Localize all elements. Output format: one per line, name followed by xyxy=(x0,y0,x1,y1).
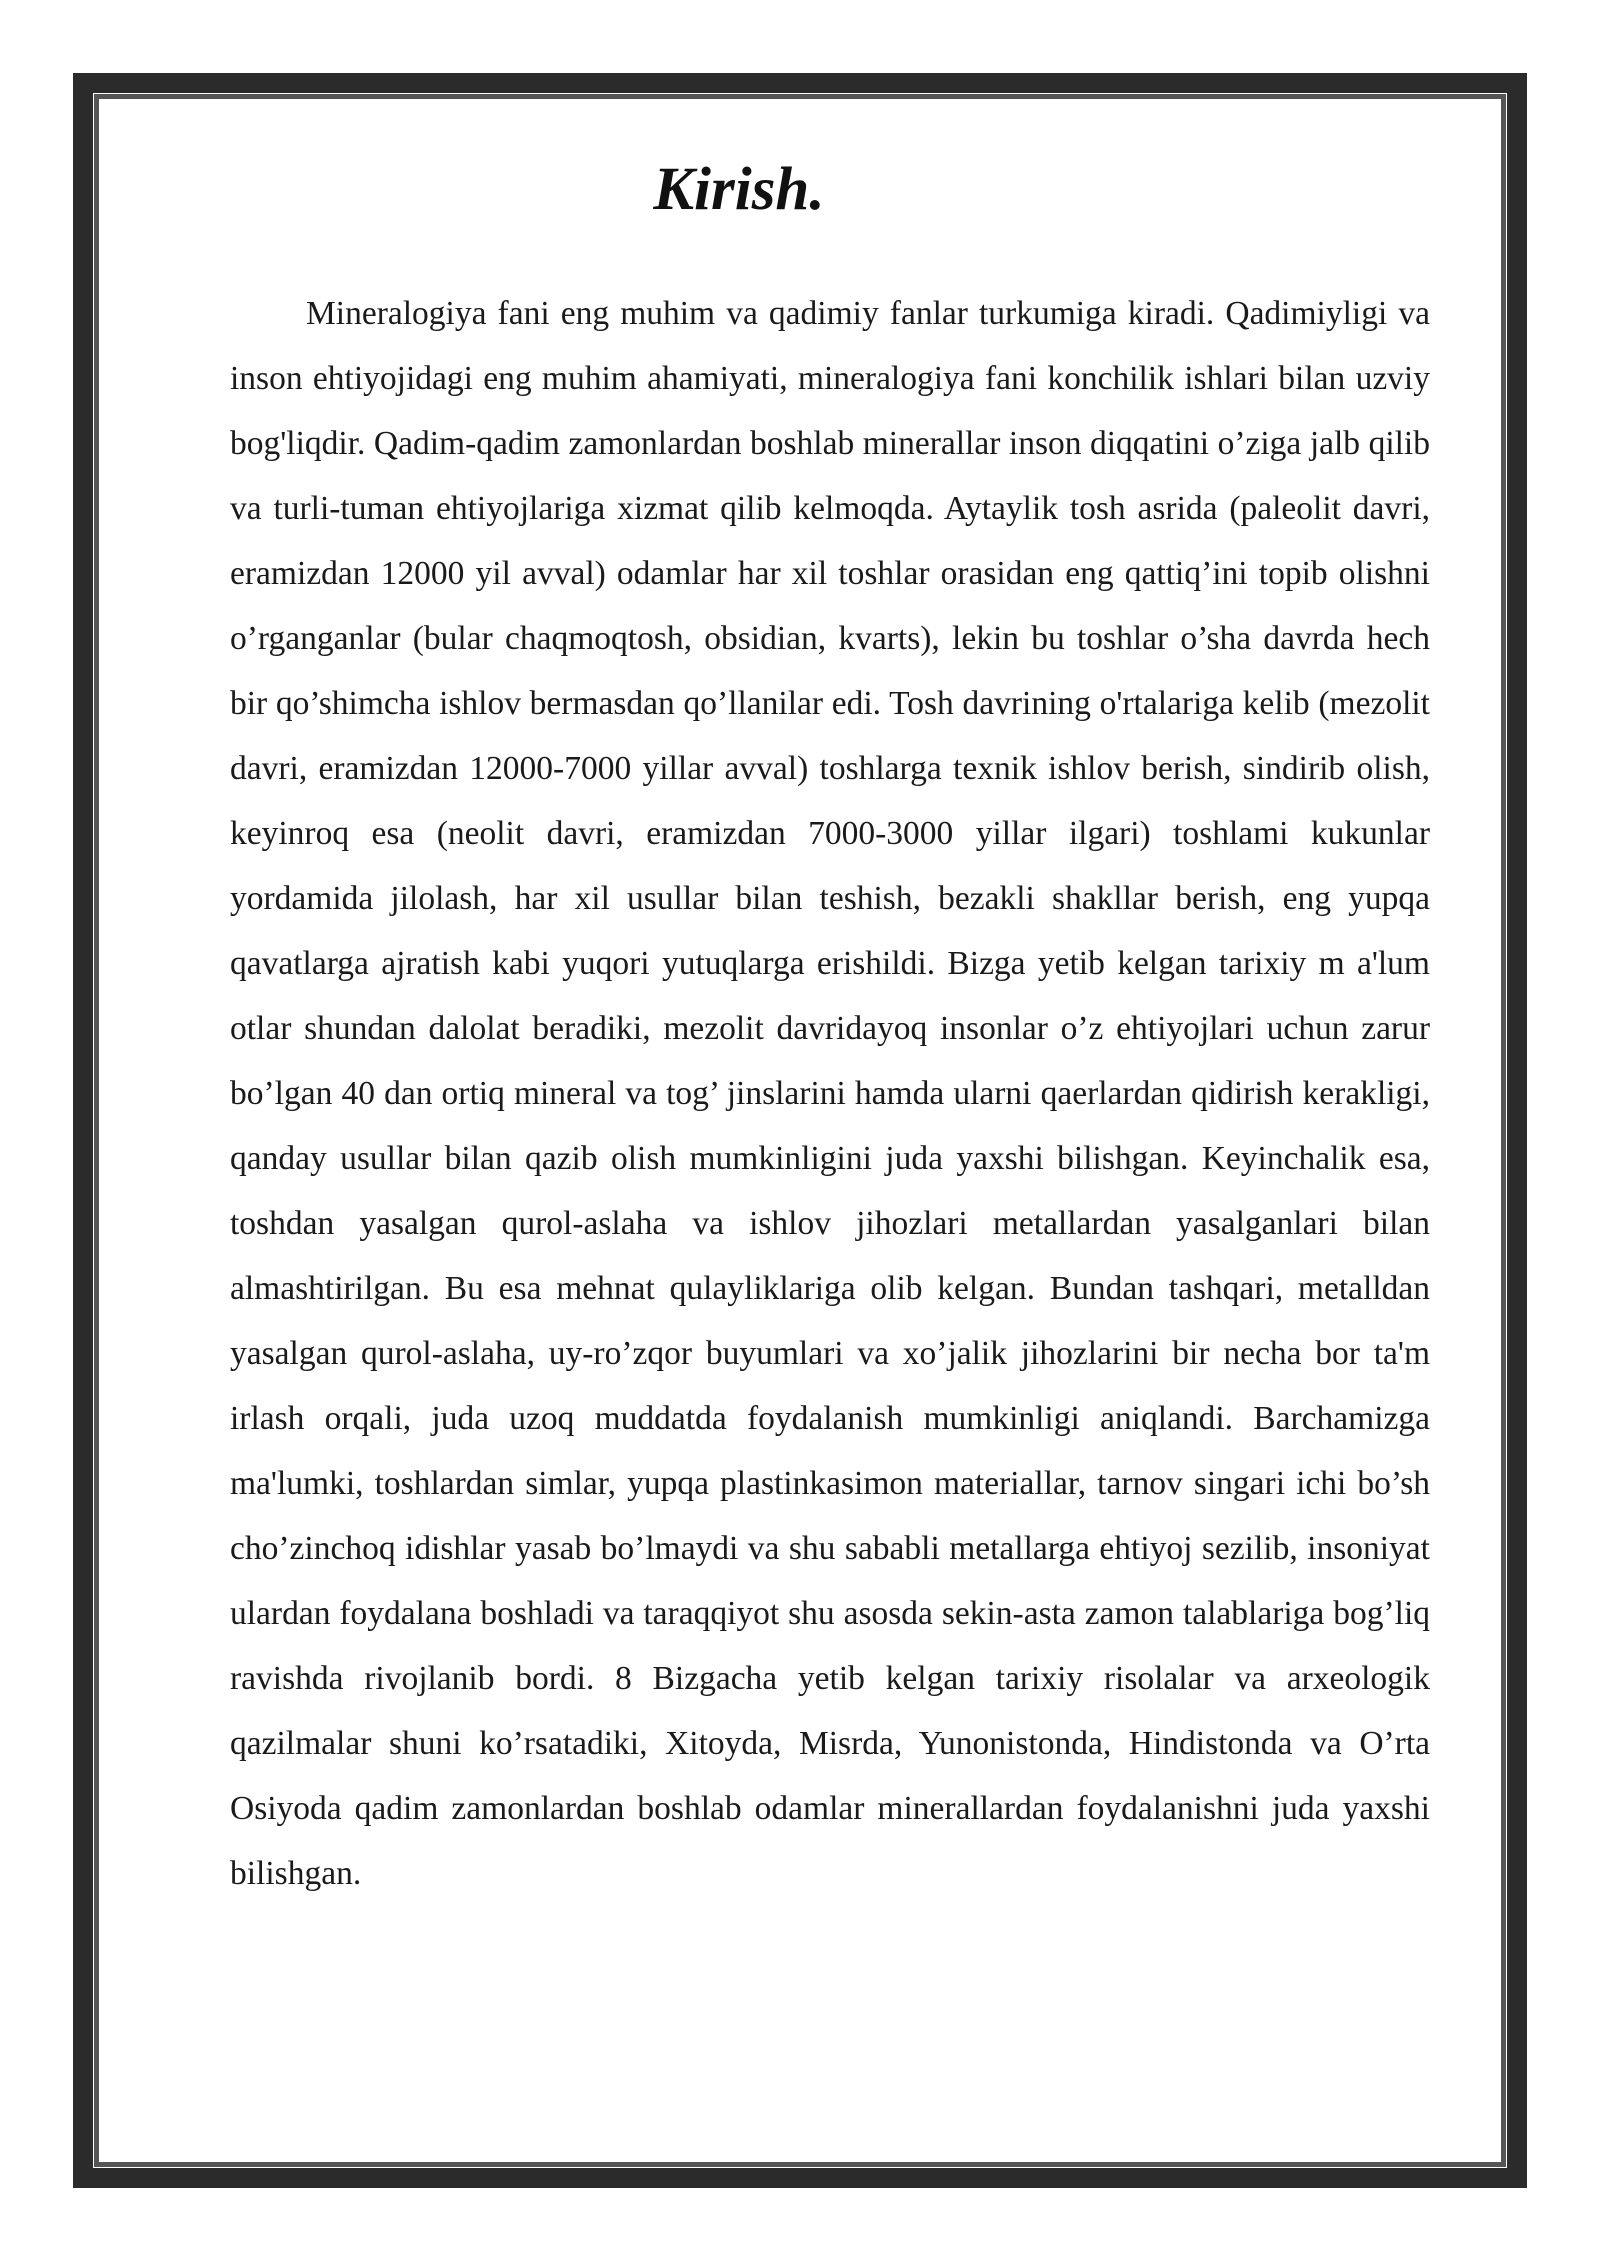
page-title: Kirish. xyxy=(653,156,825,223)
body-paragraph: Mineralogiya fani eng muhim va qadimiy fanlar turkumiga kiradi. Qadimiyligi va inson ehtiyojidagi eng muhim ahamiyati, mineralogiya fani konchilik ishlari bilan uzviy bog'liqdir. Qadim-qadim zamonlardan boshlab minerallar inson diqqatini o’ziga jalb qilib va turli-tuman ehtiyojlariga xizmat qilib kelmoqda. Aytaylik tosh asrida (paleolit davri, eramizdan 12000 yil avval) odamlar har xil toshlar orasidan eng qattiq’ini topib olishni o’rganganlar (bular chaqmoqtosh, obsidian, kvarts), lekin bu toshlar o’sha davrda hech bir qo’shimcha ishlov bermasdan qo’llanilar edi. Tosh davrining o'rtalariga kelib (mezolit davri, eramizdan 12000-7000 yillar avval) toshlarga texnik ishlov berish, sindirib olish, keyinroq esa (neolit davri, eramizdan 7000-3000 yillar ilgari) toshlami kukunlar yordamida jilolash, har xil usullar bilan teshish, bezakli shakllar berish, eng yupqa qavatlarga ajratish kabi yuqori yutuqlarga erishildi. Bizga yetib kelgan tarixiy m a'lum otlar shundan dalolat beradiki, mezolit davridayoq insonlar o’z ehtiyojlari uchun zarur bo’lgan 40 dan ortiq mineral va tog’ jinslarini hamda ularni qaerlardan qidirish kerakligi, qanday usullar bilan qazib olish mumkinligini juda yaxshi bilishgan. Keyinchalik esa, toshdan yasalgan qurol-aslaha va ishlov jihozlari metallardan yasalganlari bilan almashtirilgan. Bu esa mehnat qulayliklariga olib kelgan. Bundan tashqari, metalldan yasalgan qurol-aslaha, uy-ro’zqor buyumlari va xo’jalik jihozlarini bir necha bor ta'm irlash orqali, juda uzoq muddatda foydalanish mumkinligi aniqlandi. Barchamizga ma'lumki, toshlardan simlar, yupqa plastinkasimon materiallar, tarnov singari ichi bo’sh cho’zinchoq idishlar yasab bo’lmaydi va shu sababli metallarga ehtiyoj sezilib, insoniyat ulardan foydalana boshladi va taraqqiyot shu asosda sekin-asta zamon talablariga bog’liq ravishda rivojlanib bordi. 8 Bizgacha yetib kelgan tarixiy risolalar va arxeologik qazilmalar shuni ko’rsatadiki, Xitoyda, Misrda, Yunonistonda, Hindistonda va O’rta Osiyoda qadim zamonlardan boshlab odamlar minerallardan foydalanishni juda yaxshi bilishgan. xyxy=(230,295,1430,1892)
